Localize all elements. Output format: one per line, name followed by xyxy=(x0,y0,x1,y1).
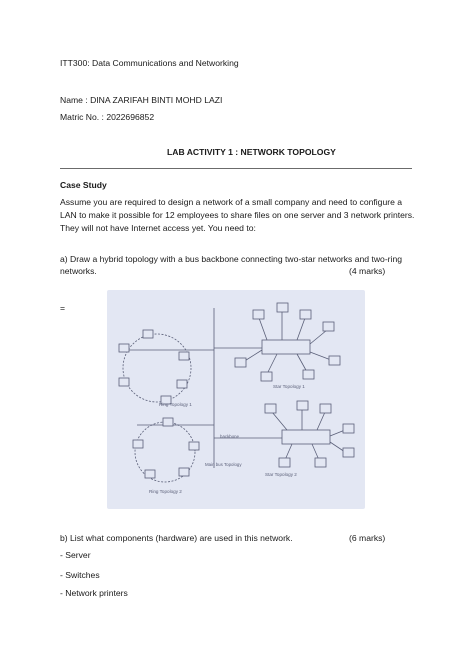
ring1-nodes xyxy=(119,330,189,404)
backbone-label: backbone xyxy=(220,434,240,439)
question-b-text: b) List what components (hardware) are used in this network. xyxy=(60,533,293,543)
ring1-node-right xyxy=(179,352,189,360)
ring2-node-right xyxy=(189,442,199,450)
case-study-heading: Case Study xyxy=(60,180,107,190)
lab-title: LAB ACTIVITY 1 : NETWORK TOPOLOGY xyxy=(167,147,336,157)
star2-switch xyxy=(282,430,330,444)
ring1-loop xyxy=(123,334,191,402)
ring2-node-bottom-left xyxy=(145,470,155,478)
ring1-node-bottom-left xyxy=(119,378,129,386)
ring2-label: Ring Topology 2 xyxy=(149,489,182,494)
component-item-printers: - Network printers xyxy=(60,588,128,598)
topology-sketch xyxy=(107,290,365,509)
ring1-label: Ring Topology 1 xyxy=(159,402,192,407)
ring1-node-top xyxy=(143,330,153,338)
case-study-body: Assume you are required to design a network of a small company and need to configure a LAN to make it possible for 12 employees to share files on one server and 3 network printers. They will not have Internet access yet. You need to: xyxy=(60,197,415,233)
course-title: ITT300: Data Communications and Networking xyxy=(60,58,239,68)
hybrid-topology-drawing xyxy=(107,290,365,509)
student-name: Name : DINA ZARIFAH BINTI MOHD LAZI xyxy=(60,95,223,105)
ring1-node-lower-right xyxy=(177,380,187,388)
star1-label: Star Topology 1 xyxy=(273,384,305,389)
answer-marker: = xyxy=(60,303,66,313)
title-divider xyxy=(60,168,412,169)
main-bus-label: Main bus Topology xyxy=(205,462,242,467)
star1-switch xyxy=(262,340,310,354)
question-b-marks: (6 marks) xyxy=(349,533,386,543)
ring2-node-bottom-right xyxy=(179,468,189,476)
question-a-line1: a) Draw a hybrid topology with a bus backbone connecting two-star networks and two-ring xyxy=(60,254,403,264)
component-item-switches: - Switches xyxy=(60,570,100,580)
ring2-node-top xyxy=(163,418,173,426)
question-a-line2: networks. xyxy=(60,266,97,276)
ring1-node-left xyxy=(119,344,129,352)
ring2-nodes xyxy=(133,418,199,478)
matric-number: Matric No. : 2022696852 xyxy=(60,112,155,122)
ring2-node-left xyxy=(133,440,143,448)
question-a-marks: (4 marks) xyxy=(349,266,386,276)
component-item-server: - Server xyxy=(60,550,91,560)
star2-label: Star Topology 2 xyxy=(265,472,297,477)
